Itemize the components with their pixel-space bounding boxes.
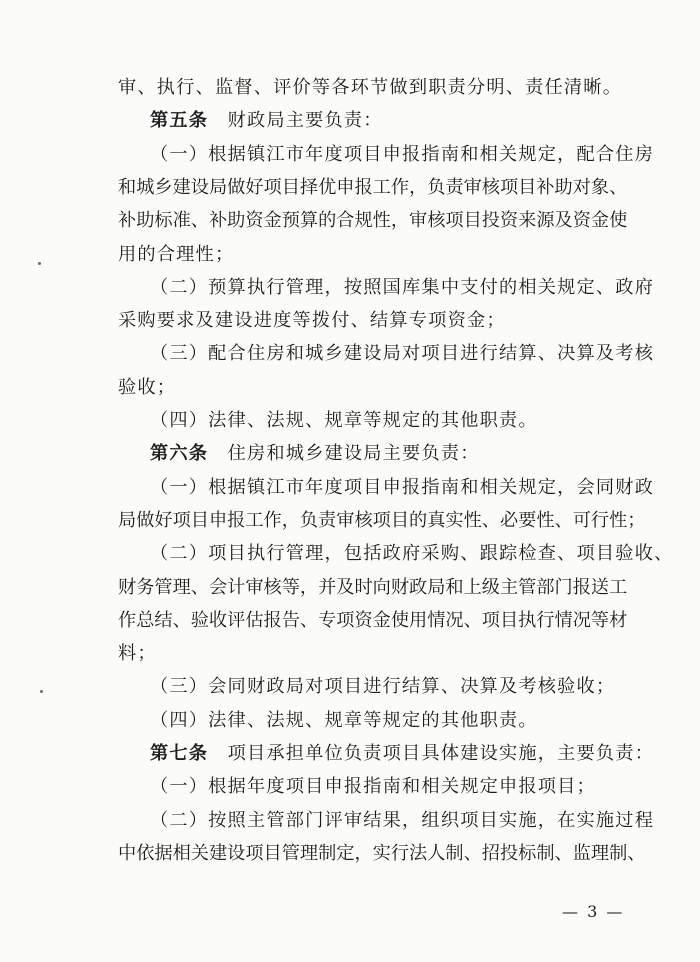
article-5-intro: 财政局主要负责： [227,110,383,131]
text-line: （二）预算执行管理，按照国库集中支付的相关规定、政府 [150,277,655,298]
text-line: 和城乡建设局做好项目择优申报工作，负责审核项目补助对象、 [118,177,628,198]
text-line: （三）配合住房和城乡建设局对项目进行结算、决算及考核 [150,343,655,364]
text-line: （二）项目执行管理，包括政府采购、跟踪检查、项目验收、 [150,543,674,564]
text-line: （四）法律、法规、规章等规定的其他职责。 [150,410,538,431]
text-line: 中依据相关建设项目管理制定，实行法人制、招投标制、监理制、 [118,843,646,864]
text-line: 作总结、验收评估报告、专项资金使用情况、项目执行情况等材 [118,610,628,631]
scan-dot [38,262,41,265]
text-line: 审、执行、监督、评价等各环节做到职责分明、责任清晰。 [118,77,623,98]
text-line: （三）会同财政局对项目进行结算、决算及考核验收； [150,676,616,697]
text-line: 财务管理、会计审核等，并及时向财政局和上级主管部门报送工 [118,577,628,598]
text-line: 验收； [118,377,177,398]
text-line: 局做好项目申报工作，负责审核项目的真实性、必要性、可行性； [118,510,646,531]
text-line: 补助标准、补助资金预算的合规性，审核项目投资来源及资金使 [118,210,628,231]
text-line: （一）根据镇江市年度项目申报指南和相关规定，会同财政 [150,477,655,498]
article-5-line [150,110,622,132]
text-line: （二）按照主管部门评审结果，组织项目实施，在实施过程 [150,810,655,831]
article-7-line [150,743,655,765]
text-line: 用的合理性； [118,244,235,265]
article-6-heading: 第六条 [150,443,209,464]
article-7-heading: 第七条 [150,743,209,764]
text-line: （四）法律、法规、规章等规定的其他职责。 [150,710,538,731]
text-line: 料； [118,643,157,664]
text-line: （一）根据镇江市年度项目申报指南和相关规定，配合住房 [150,144,655,165]
text-line: 采购要求及建设进度等拨付、结算专项资金； [118,310,506,331]
article-7-intro: 项目承担单位负责项目具体建设实施，主要负责： [227,743,655,764]
article-6-line [150,443,622,465]
article-5-heading: 第五条 [150,110,209,131]
page-number: — 3 — [562,902,625,921]
text-line: （一）根据年度项目申报指南和相关规定申报项目； [150,776,596,797]
scan-dot [40,690,43,693]
article-6-intro: 住房和城乡建设局主要负责： [227,443,480,464]
